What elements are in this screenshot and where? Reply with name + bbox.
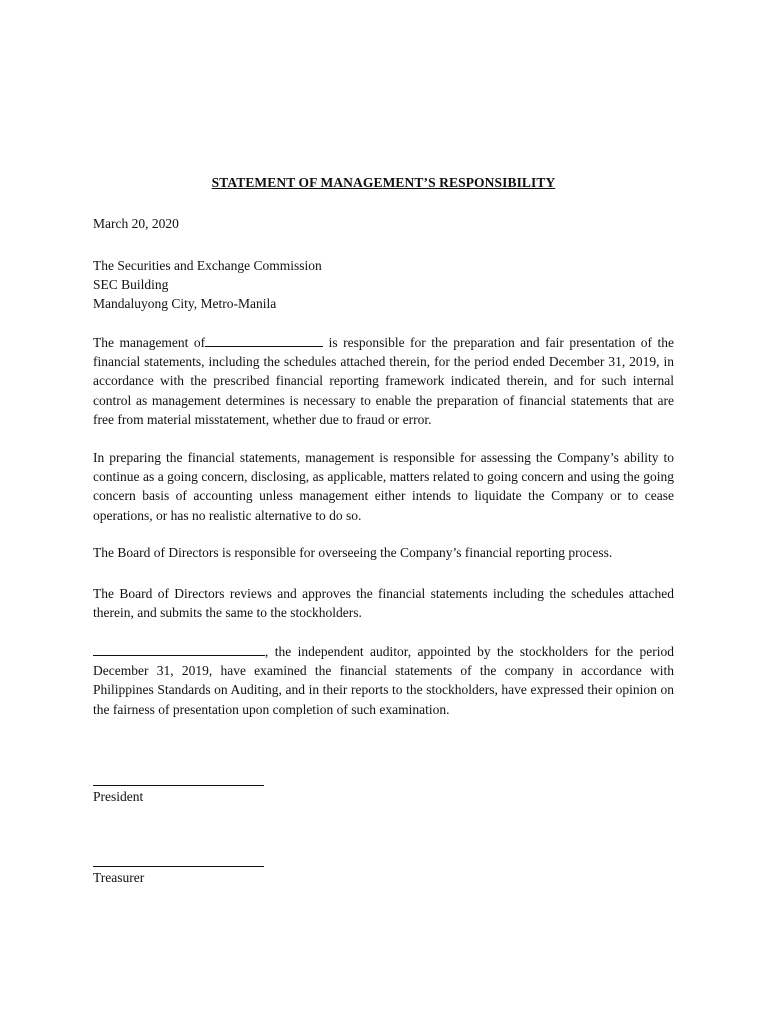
recipient-address <box>93 256 322 313</box>
paragraph-board-oversight: The Board of Directors is responsible for overseeing the Company’s financial reporting process. <box>93 545 613 560</box>
auditor-name-blank <box>93 644 265 656</box>
president-signature-block <box>93 785 264 805</box>
document-page <box>93 0 674 1024</box>
treasurer-signature-block <box>93 866 264 886</box>
treasurer-signature-line <box>93 866 264 867</box>
president-label: President <box>93 789 144 804</box>
address-line-1: The Securities and Exchange Commission <box>93 258 322 273</box>
document-title: STATEMENT OF MANAGEMENT’S RESPONSIBILITY <box>211 175 556 190</box>
company-name-blank <box>205 335 323 347</box>
address-line-3: Mandaluyong City, Metro-Manila <box>93 296 277 311</box>
letter-date: March 20, 2020 <box>93 216 179 231</box>
paragraph-1-text: is responsible for the preparation and fair presentation of the financial statements, including the schedules attached therein, for the period ended December 31, 2019, in accordance with the prescribed financial reporting framework indicated therein, and for such internal control as management determines is necessary to enable the preparation of financial statements that are free from material misstatement, whether due to fraud or error. <box>93 335 674 427</box>
treasurer-label: Treasurer <box>93 870 145 885</box>
address-line-2: SEC Building <box>93 277 169 292</box>
paragraph-going-concern: In preparing the financial statements, management is responsible for assessing the Company’s ability to continue as a going concern, disclosing, as applicable, matters related to going concern and using the going concern basis of accounting unless management either intends to liquidate the Company or to cease operations, or has no realistic alternative to do so. <box>93 450 674 523</box>
paragraph-independent-auditor <box>93 642 674 719</box>
paragraph-1-lead: The management of <box>93 335 206 350</box>
paragraph-5-text: , the independent auditor, appointed by the stockholders for the period December 31, 2019, have examined the financial statements of the company in accordance with Philippines Standards on Auditing, and in their reports to the stockholders, have expressed their opinion on the fairness of presentation upon completion of such examination. <box>93 644 674 717</box>
president-signature-line <box>93 785 264 786</box>
paragraph-board-approval: The Board of Directors reviews and approves the financial statements including the schedules attached therein, and submits the same to the stockholders. <box>93 586 674 621</box>
paragraph-management-responsibility <box>93 333 674 429</box>
